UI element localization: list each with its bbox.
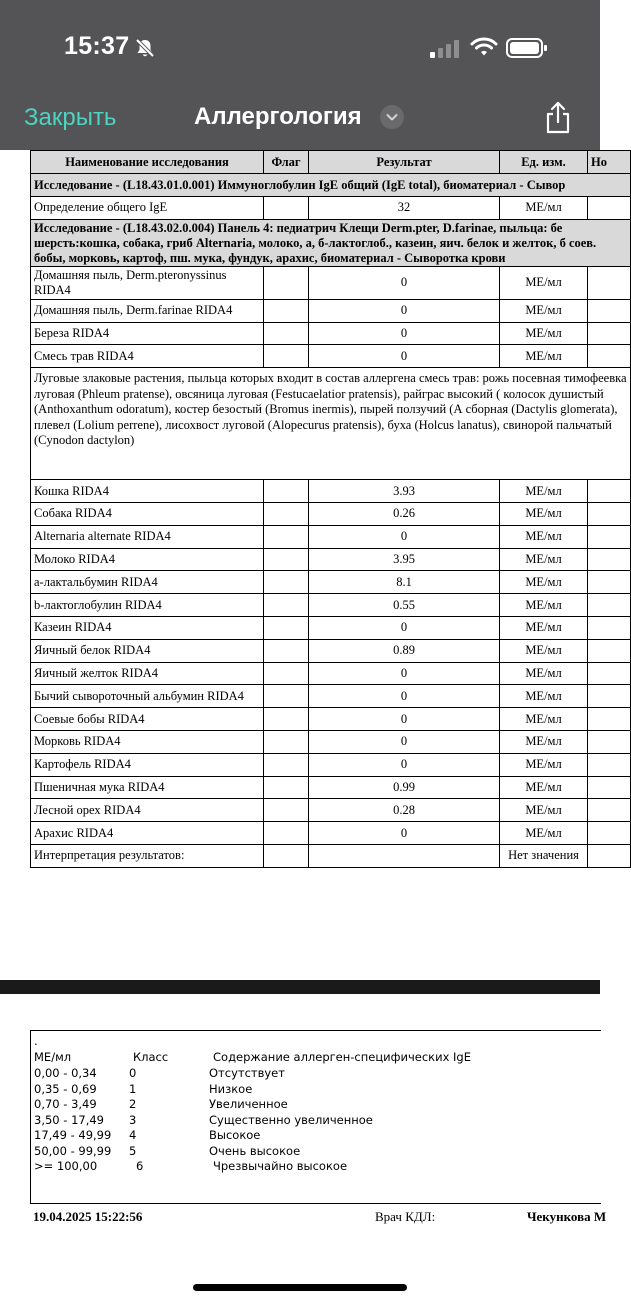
legend-class: 6 xyxy=(136,1159,144,1173)
legend-range: 0,35 - 0,69 xyxy=(34,1081,97,1096)
legend-range: 0,70 - 3,49 xyxy=(34,1097,97,1111)
table-row xyxy=(31,548,631,571)
row-flag xyxy=(264,799,309,822)
row-unit: МЕ/мл xyxy=(500,571,588,594)
row-norm xyxy=(588,345,631,368)
legend-class: 3 xyxy=(129,1112,137,1127)
row-norm xyxy=(588,299,631,322)
row-name: a-лактальбумин RIDA4 xyxy=(31,571,264,594)
row-result xyxy=(309,844,500,867)
row-result: 3.93 xyxy=(309,480,500,503)
class-legend xyxy=(30,1030,601,1204)
row-result: 0 xyxy=(309,299,500,322)
row-flag xyxy=(264,502,309,525)
title-menu-button[interactable] xyxy=(380,105,404,129)
doctor-label: Врач КДЛ: xyxy=(375,1209,436,1224)
row-flag xyxy=(264,266,309,299)
bell-muted-icon xyxy=(134,37,156,59)
report-document[interactable] xyxy=(0,150,627,980)
navigation-bar xyxy=(0,95,600,150)
legend-desc: Чрезвычайно высокое xyxy=(213,1159,348,1173)
row-result: 0.99 xyxy=(309,776,500,799)
row-result: 0.28 xyxy=(309,799,500,822)
table-row xyxy=(31,639,631,662)
legend-desc: Увеличенное xyxy=(209,1097,288,1111)
wifi-icon xyxy=(471,37,497,57)
legend-header-class: Класс xyxy=(133,1050,169,1064)
row-result: 0.26 xyxy=(309,502,500,525)
row-norm xyxy=(588,753,631,776)
row-norm xyxy=(588,266,631,299)
row-norm xyxy=(588,480,631,503)
section-title: Исследование - (L18.43.01.0.001) Иммуноглобулин IgE общий (IgE total), биоматериал - Сывор xyxy=(31,174,631,197)
row-flag xyxy=(264,639,309,662)
legend-desc: Существенно увеличенное xyxy=(209,1112,373,1127)
table-row xyxy=(31,525,631,548)
row-unit: МЕ/мл xyxy=(500,753,588,776)
table-row xyxy=(31,799,631,822)
row-flag xyxy=(264,345,309,368)
header-name: Наименование исследования xyxy=(31,151,264,174)
row-flag xyxy=(264,822,309,845)
row-flag xyxy=(264,594,309,617)
legend-desc: Высокое xyxy=(209,1128,261,1142)
row-flag xyxy=(264,685,309,708)
row-unit: МЕ/мл xyxy=(500,502,588,525)
row-norm xyxy=(588,322,631,345)
page-divider xyxy=(0,980,600,994)
table-row xyxy=(31,266,631,299)
row-flag xyxy=(264,753,309,776)
row-name: Бычий сывороточный альбумин RIDA4 xyxy=(31,685,264,708)
row-result: 0 xyxy=(309,525,500,548)
table-row xyxy=(31,685,631,708)
legend-class: 4 xyxy=(129,1128,137,1142)
table-row xyxy=(31,502,631,525)
row-name: Домашняя пыль, Derm.farinae RIDA4 xyxy=(31,299,264,322)
row-unit: МЕ/мл xyxy=(500,299,588,322)
legend-header-desc: Содержание аллерген-специфических IgE xyxy=(213,1050,471,1064)
legend-class: 1 xyxy=(129,1081,137,1096)
row-unit: МЕ/мл xyxy=(500,594,588,617)
row-unit: МЕ/мл xyxy=(500,822,588,845)
legend-header-range: МЕ/мл xyxy=(34,1050,72,1064)
row-name: Казеин RIDA4 xyxy=(31,616,264,639)
legend-range: 0,00 - 0,34 xyxy=(34,1066,97,1080)
row-flag xyxy=(264,299,309,322)
row-name: Яичный желток RIDA4 xyxy=(31,662,264,685)
legend-class: 5 xyxy=(129,1143,137,1158)
table-row xyxy=(31,480,631,503)
row-result: 3.95 xyxy=(309,548,500,571)
table-header-row xyxy=(31,151,631,174)
legend-dot: . xyxy=(34,1034,38,1048)
row-norm xyxy=(588,571,631,594)
row-unit: МЕ/мл xyxy=(500,799,588,822)
home-indicator[interactable] xyxy=(193,1284,407,1291)
row-unit: МЕ/мл xyxy=(500,730,588,753)
row-norm xyxy=(588,708,631,731)
row-name: Яичный белок RIDA4 xyxy=(31,639,264,662)
row-norm xyxy=(588,662,631,685)
status-time: 15:37 xyxy=(64,32,130,60)
row-result: 0 xyxy=(309,708,500,731)
row-norm xyxy=(588,776,631,799)
row-name: Кошка RIDA4 xyxy=(31,480,264,503)
table-row xyxy=(31,730,631,753)
page-title[interactable]: Аллергология xyxy=(194,103,362,130)
row-flag xyxy=(264,548,309,571)
row-norm xyxy=(588,525,631,548)
table-row xyxy=(31,299,631,322)
row-flag xyxy=(264,322,309,345)
legend-desc: Отсутствует xyxy=(209,1066,285,1080)
battery-icon xyxy=(506,38,548,58)
row-name: Смесь трав RIDA4 xyxy=(31,345,264,368)
cellular-signal-icon xyxy=(430,40,460,58)
row-flag xyxy=(264,708,309,731)
row-name: Определение общего IgE xyxy=(31,197,264,220)
row-result: 0 xyxy=(309,322,500,345)
report-datetime: 19.04.2025 15:22:56 xyxy=(33,1209,143,1224)
row-result: 0 xyxy=(309,822,500,845)
close-button[interactable]: Закрыть xyxy=(24,104,117,131)
table-row xyxy=(31,322,631,345)
chevron-down-icon xyxy=(380,105,404,129)
interpretation-value: Нет значения xyxy=(500,844,588,867)
row-name: Молоко RIDA4 xyxy=(31,548,264,571)
row-flag xyxy=(264,662,309,685)
row-result: 0 xyxy=(309,662,500,685)
row-name: Alternaria alternate RIDA4 xyxy=(31,525,264,548)
share-icon[interactable] xyxy=(544,101,572,135)
legend-range: >= 100,00 xyxy=(34,1159,98,1173)
row-unit: МЕ/мл xyxy=(500,322,588,345)
row-unit: МЕ/мл xyxy=(500,345,588,368)
table-row xyxy=(31,571,631,594)
row-result: 0 xyxy=(309,685,500,708)
row-norm xyxy=(588,197,631,220)
row-result: 0 xyxy=(309,345,500,368)
row-unit: МЕ/мл xyxy=(500,685,588,708)
row-flag xyxy=(264,571,309,594)
row-flag xyxy=(264,730,309,753)
row-name: Пшеничная мука RIDA4 xyxy=(31,776,264,799)
row-flag xyxy=(264,480,309,503)
section-row xyxy=(31,219,631,266)
row-name: Арахис RIDA4 xyxy=(31,822,264,845)
row-unit: МЕ/мл xyxy=(500,662,588,685)
row-result: 8.1 xyxy=(309,571,500,594)
row-norm xyxy=(588,594,631,617)
table-row xyxy=(31,753,631,776)
header-unit: Ед. изм. xyxy=(500,151,588,174)
legend-class: 2 xyxy=(129,1097,137,1111)
row-name: Собака RIDA4 xyxy=(31,502,264,525)
row-unit: МЕ/мл xyxy=(500,616,588,639)
row-norm xyxy=(588,685,631,708)
row-unit: МЕ/мл xyxy=(500,266,588,299)
legend-class: 0 xyxy=(129,1066,137,1080)
grass-mix-note: Луговые злаковые растения, пыльца которых входит в состав аллергена смесь трав: рожь посевная тимофеевка луговая (Phleum pratense), овсяница луговая (Festucaelatior pratensis), райграс высокий ( колосок душистый (Anthoxanthum odoratum), костер безостый (Bromus inermis), пырей ползучий (А сборная (Dactylis glomerata), плевел (Lolium perrene), лисохвост луговой (Alopecurus pratensis), буха (Holcus lanatus), свинорой пальчатый (Cynodon dactylon) xyxy=(31,368,631,480)
table-row xyxy=(31,776,631,799)
row-flag xyxy=(264,197,309,220)
row-norm xyxy=(588,639,631,662)
row-unit: МЕ/мл xyxy=(500,776,588,799)
row-name: b-лактоглобулин RIDA4 xyxy=(31,594,264,617)
legend-range: 50,00 - 99,99 xyxy=(34,1143,112,1158)
row-norm xyxy=(588,799,631,822)
interpretation-row xyxy=(31,844,631,867)
row-norm xyxy=(588,844,631,867)
row-result: 0 xyxy=(309,730,500,753)
doctor-name: Чекункова М xyxy=(527,1209,607,1224)
header-flag: Флаг xyxy=(264,151,309,174)
header-result: Результат xyxy=(309,151,500,174)
table-row xyxy=(31,822,631,845)
row-result: 0.55 xyxy=(309,594,500,617)
section-title: Исследование - (L18.43.02.0.004) Панель 4: педиатрич Клещи Derm.pter, D.farinae, пыльца: бе шерсть:кошка, собака, гриб Alternaria, молоко, а, б-лактоглоб., казеин, яич. белок и желток, б соев. бобы, морковь, картоф, пш. мука, фундук, арахис, биоматериал - Сыворотка крови xyxy=(31,219,631,266)
legend-desc: Очень высокое xyxy=(209,1143,301,1158)
row-name: Лесной орех RIDA4 xyxy=(31,799,264,822)
table-row xyxy=(31,197,631,220)
row-flag xyxy=(264,844,309,867)
legend-range: 3,50 - 17,49 xyxy=(34,1112,104,1127)
row-unit: МЕ/мл xyxy=(500,480,588,503)
row-result: 0 xyxy=(309,616,500,639)
legend-range: 17,49 - 49,99 xyxy=(34,1128,112,1142)
legend-desc: Низкое xyxy=(209,1081,253,1096)
note-row xyxy=(31,368,631,480)
row-name: Домашняя пыль, Derm.pteronyssinus RIDA4 xyxy=(31,266,264,299)
row-unit: МЕ/мл xyxy=(500,708,588,731)
table-row xyxy=(31,662,631,685)
row-result: 0 xyxy=(309,266,500,299)
table-row xyxy=(31,345,631,368)
row-norm xyxy=(588,616,631,639)
row-flag xyxy=(264,616,309,639)
table-row xyxy=(31,708,631,731)
interpretation-label: Интерпретация результатов: xyxy=(31,844,264,867)
row-name: Морковь RIDA4 xyxy=(31,730,264,753)
row-name: Картофель RIDA4 xyxy=(31,753,264,776)
row-result: 0 xyxy=(309,753,500,776)
results-table xyxy=(30,150,631,868)
row-norm xyxy=(588,730,631,753)
status-bar xyxy=(0,0,600,150)
row-norm xyxy=(588,502,631,525)
table-row xyxy=(31,616,631,639)
row-unit: МЕ/мл xyxy=(500,639,588,662)
row-name: Соевые бобы RIDA4 xyxy=(31,708,264,731)
header-norm: Но xyxy=(588,151,631,174)
row-unit: МЕ/мл xyxy=(500,197,588,220)
row-norm xyxy=(588,548,631,571)
row-unit: МЕ/мл xyxy=(500,525,588,548)
section-row xyxy=(31,174,631,197)
row-unit: МЕ/мл xyxy=(500,548,588,571)
row-result: 0.89 xyxy=(309,639,500,662)
row-flag xyxy=(264,525,309,548)
row-flag xyxy=(264,776,309,799)
row-name: Береза RIDA4 xyxy=(31,322,264,345)
table-row xyxy=(31,594,631,617)
row-norm xyxy=(588,822,631,845)
row-result: 32 xyxy=(309,197,500,220)
